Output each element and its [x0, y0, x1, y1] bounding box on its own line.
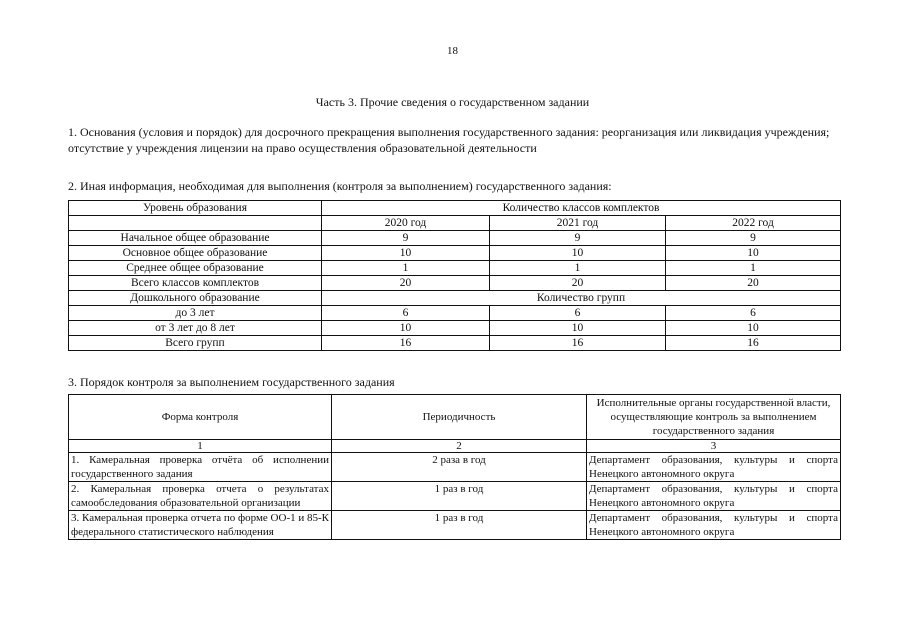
part-title: Часть 3. Прочие сведения о государственном задании — [315, 95, 590, 109]
row-label: Среднее общее образование — [69, 261, 322, 276]
cell-value: 10 — [322, 321, 490, 336]
table-row — [69, 276, 841, 291]
table-row — [69, 321, 841, 336]
education-levels-table — [68, 200, 841, 351]
cell-value: 6 — [666, 306, 841, 321]
table-row — [69, 453, 841, 482]
column-number: 2 — [332, 440, 587, 453]
row-label: Всего классов комплектов — [69, 276, 322, 291]
header-class-count: Количество классов комплектов — [322, 201, 841, 216]
table-row — [69, 511, 841, 540]
year-header: 2022 год — [666, 216, 841, 231]
cell-value: 16 — [322, 336, 490, 351]
table-row — [69, 482, 841, 511]
row-label: Всего групп — [69, 336, 322, 351]
preschool-label: Дошкольного образование — [69, 291, 322, 306]
cell-value: 1 — [322, 261, 490, 276]
header-empty-cell — [69, 216, 322, 231]
cell-value: 6 — [322, 306, 490, 321]
control-form-cell: 2. Камеральная проверка отчета о результатах самообследования образовательной организации — [69, 482, 332, 511]
row-label: Основное общее образование — [69, 246, 322, 261]
column-number: 3 — [587, 440, 841, 453]
section1-text: 1. Основания (условия и порядок) для досрочного прекращения выполнения государственного задания: реорганизация или ликвидация учреждения; отсутствие у учреждения лицензии на право осуществления образовательной деятельности — [68, 125, 830, 155]
table-row — [69, 231, 841, 246]
authority-cell: Департамент образования, культуры и спорта Ненецкого автономного округа — [587, 482, 841, 511]
header-control-form: Форма контроля — [69, 395, 332, 440]
table-row — [69, 306, 841, 321]
cell-value: 10 — [490, 321, 666, 336]
column-number: 1 — [69, 440, 332, 453]
table-row — [69, 246, 841, 261]
cell-value: 10 — [666, 246, 841, 261]
year-header: 2021 год — [490, 216, 666, 231]
cell-value: 9 — [322, 231, 490, 246]
table-row — [69, 336, 841, 351]
cell-value: 1 — [490, 261, 666, 276]
header-authorities: Исполнительные органы государственной власти, осуществляющие контроль за выполнением государственного задания — [587, 395, 841, 440]
authority-cell: Департамент образования, культуры и спорта Ненецкого автономного округа — [587, 511, 841, 540]
control-form-cell: 3. Камеральная проверка отчета по форме ОО-1 и 85-К федерального статистического наблюдения — [69, 511, 332, 540]
control-form-cell: 1. Камеральная проверка отчёта об исполнении государственного задания — [69, 453, 332, 482]
header-periodicity: Периодичность — [332, 395, 587, 440]
header-group-count: Количество групп — [322, 291, 841, 306]
table-row — [69, 261, 841, 276]
cell-value: 6 — [490, 306, 666, 321]
cell-value: 10 — [666, 321, 841, 336]
cell-value: 20 — [666, 276, 841, 291]
row-label: Начальное общее образование — [69, 231, 322, 246]
page-number: 18 — [447, 45, 458, 57]
cell-value: 16 — [666, 336, 841, 351]
row-label: до 3 лет — [69, 306, 322, 321]
cell-value: 1 — [666, 261, 841, 276]
cell-value: 20 — [322, 276, 490, 291]
control-procedure-table — [68, 394, 841, 540]
year-header: 2020 год — [322, 216, 490, 231]
periodicity-cell: 2 раза в год — [332, 453, 587, 482]
cell-value: 16 — [490, 336, 666, 351]
periodicity-cell: 1 раз в год — [332, 482, 587, 511]
cell-value: 10 — [490, 246, 666, 261]
cell-value: 9 — [490, 231, 666, 246]
section2-title: 2. Иная информация, необходимая для выполнения (контроля за выполнением) государственного задания: — [68, 179, 612, 193]
header-education-level: Уровень образования — [69, 201, 322, 216]
row-label: от 3 лет до 8 лет — [69, 321, 322, 336]
authority-cell: Департамент образования, культуры и спорта Ненецкого автономного округа — [587, 453, 841, 482]
section3-title: 3. Порядок контроля за выполнением государственного задания — [68, 375, 395, 389]
cell-value: 9 — [666, 231, 841, 246]
periodicity-cell: 1 раз в год — [332, 511, 587, 540]
cell-value: 10 — [322, 246, 490, 261]
cell-value: 20 — [490, 276, 666, 291]
